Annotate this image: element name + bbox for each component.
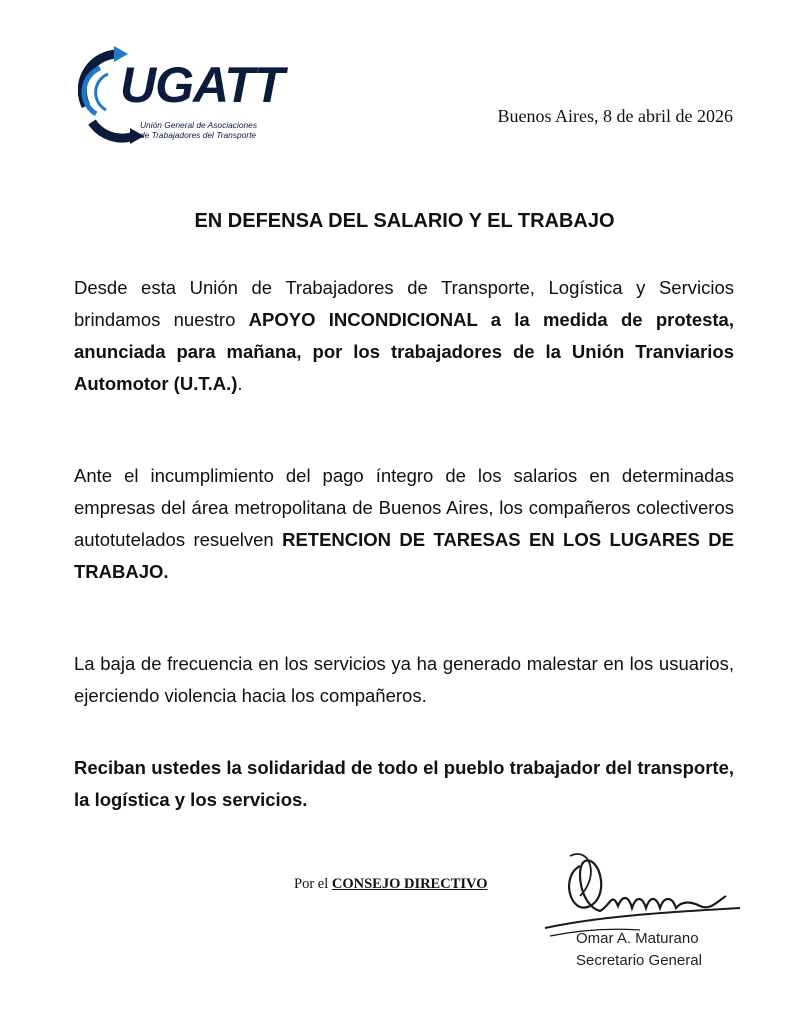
paragraph-salary: Ante el incumplimiento del pago íntegro de los salarios en determinadas empresas del área metropolitana de Buenos Aires, los compañeros colectiveros autotutelados resuelven RETENCION DE TARESAS EN LOS LUGARES DE TRABAJO.: [74, 465, 734, 582]
signatory-name: Omar A. Maturano: [576, 930, 699, 947]
signatory-role: Secretario General: [576, 952, 702, 969]
document-date: Buenos Aires, 8 de abril de 2026: [497, 106, 733, 126]
logo-wordmark: UGATT: [120, 57, 284, 113]
paragraph-frequency: La baja de frecuencia en los servicios ya ha generado malestar en los usuarios, ejerciendo violencia hacia los compañeros.: [74, 653, 734, 706]
signoff-line: Por el CONSEJO DIRECTIVO: [294, 876, 488, 892]
paragraph-support: Desde esta Unión de Trabajadores de Transporte, Logística y Servicios brindamos nuestro APOYO INCONDICIONAL a la medida de protesta, anunciada para mañana, por los trabajadores de la Unión Tranviarios Automotor (U.T.A.).: [74, 277, 734, 394]
council-name: CONSEJO DIRECTIVO: [331, 876, 488, 892]
paragraph-solidarity: Reciban ustedes la solidaridad de todo el pueblo trabajador del transporte, la logística y los servicios.: [74, 757, 734, 810]
document-title: EN DEFENSA DEL SALARIO Y EL TRABAJO: [194, 210, 615, 232]
ugatt-logo: [78, 44, 288, 148]
logo-subtitle: Unión General de Asociaciones de Trabajadores del Transporte: [140, 120, 258, 140]
